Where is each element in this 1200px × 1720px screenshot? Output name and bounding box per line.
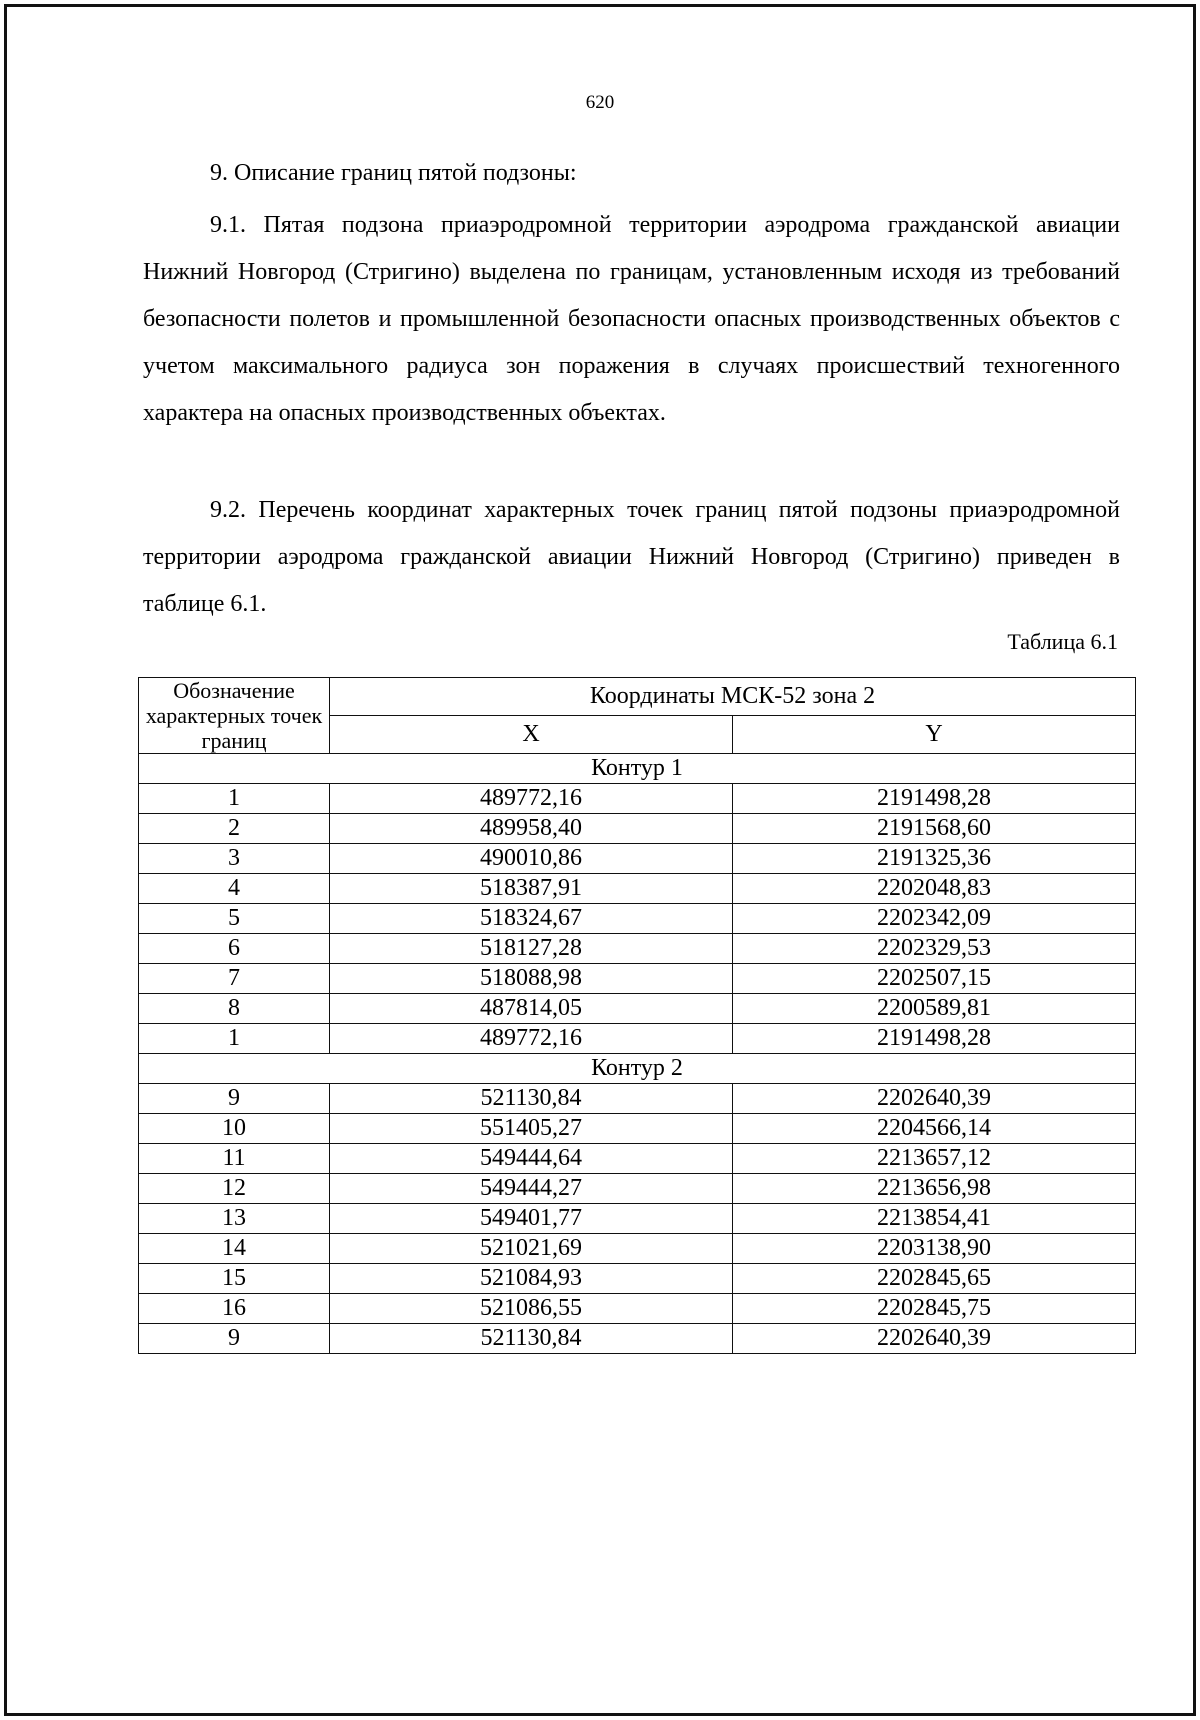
table-row — [139, 844, 1136, 874]
cell-point: 7 — [139, 964, 330, 994]
contour-header-row — [139, 1054, 1136, 1084]
cell-point: 10 — [139, 1114, 330, 1144]
cell-point: 9 — [139, 1324, 330, 1354]
cell-point: 13 — [139, 1204, 330, 1234]
cell-x: 521130,84 — [330, 1084, 733, 1114]
table-row — [139, 874, 1136, 904]
cell-point: 16 — [139, 1294, 330, 1324]
cell-y: 2200589,81 — [733, 994, 1136, 1024]
table-row — [139, 994, 1136, 1024]
cell-x: 489772,16 — [330, 784, 733, 814]
section-heading: 9. Описание границ пятой подзоны: — [210, 160, 577, 186]
cell-point: 9 — [139, 1084, 330, 1114]
header-coordinates: Координаты МСК-52 зона 2 — [330, 678, 1136, 716]
header-point-designation: Обозначение характерных точек границ — [139, 678, 330, 754]
cell-x: 518088,98 — [330, 964, 733, 994]
contour-title: Контур 2 — [139, 1054, 1136, 1084]
contour-title: Контур 1 — [139, 754, 1136, 784]
table-row — [139, 964, 1136, 994]
cell-x: 489772,16 — [330, 1024, 733, 1054]
header-y: Y — [733, 716, 1136, 754]
table-row — [139, 784, 1136, 814]
table-row — [139, 1234, 1136, 1264]
cell-point: 6 — [139, 934, 330, 964]
cell-x: 518387,91 — [330, 874, 733, 904]
cell-x: 549444,27 — [330, 1174, 733, 1204]
cell-y: 2202329,53 — [733, 934, 1136, 964]
table-row — [139, 1324, 1136, 1354]
cell-point: 14 — [139, 1234, 330, 1264]
table-header-row — [139, 678, 1136, 716]
cell-y: 2191498,28 — [733, 1024, 1136, 1054]
cell-y: 2203138,90 — [733, 1234, 1136, 1264]
table-row — [139, 1264, 1136, 1294]
cell-point: 12 — [139, 1174, 330, 1204]
cell-y: 2191325,36 — [733, 844, 1136, 874]
cell-x: 551405,27 — [330, 1114, 733, 1144]
cell-y: 2213854,41 — [733, 1204, 1136, 1234]
coordinates-table — [138, 677, 1136, 1354]
cell-x: 487814,05 — [330, 994, 733, 1024]
cell-x: 521084,93 — [330, 1264, 733, 1294]
cell-point: 1 — [139, 1024, 330, 1054]
cell-point: 15 — [139, 1264, 330, 1294]
contour-header-row — [139, 754, 1136, 784]
paragraph-9-1: 9.1. Пятая подзона приаэродромной территории аэродрома гражданской авиации Нижний Новгород (Стригино) выделена по границам, установленным исходя из требований безопасности полетов и промышленной безопасности опасных производственных объектов с учетом максимального радиуса зон поражения в случаях происшествий техногенного характера на опасных производственных объектах. — [143, 212, 1120, 426]
table-row — [139, 1294, 1136, 1324]
table-row — [139, 904, 1136, 934]
header-x: X — [330, 716, 733, 754]
cell-x: 518127,28 — [330, 934, 733, 964]
cell-x: 549444,64 — [330, 1144, 733, 1174]
cell-y: 2191568,60 — [733, 814, 1136, 844]
cell-y: 2202048,83 — [733, 874, 1136, 904]
cell-y: 2202507,15 — [733, 964, 1136, 994]
cell-x: 521021,69 — [330, 1234, 733, 1264]
table-row — [139, 1144, 1136, 1174]
table-body — [139, 754, 1136, 1354]
cell-point: 2 — [139, 814, 330, 844]
cell-x: 549401,77 — [330, 1204, 733, 1234]
table-row — [139, 1024, 1136, 1054]
cell-y: 2202845,65 — [733, 1264, 1136, 1294]
table-row — [139, 1204, 1136, 1234]
cell-y: 2213657,12 — [733, 1144, 1136, 1174]
cell-point: 11 — [139, 1144, 330, 1174]
cell-point: 1 — [139, 784, 330, 814]
cell-x: 521130,84 — [330, 1324, 733, 1354]
table-caption: Таблица 6.1 — [1007, 629, 1118, 654]
cell-x: 518324,67 — [330, 904, 733, 934]
table-row — [139, 1114, 1136, 1144]
page-number: 620 — [585, 92, 615, 113]
paragraph-9-2: 9.2. Перечень координат характерных точек границ пятой подзоны приаэродромной территории аэродрома гражданской авиации Нижний Новгород (Стригино) приведен в таблице 6.1. — [143, 497, 1120, 617]
table-row — [139, 1174, 1136, 1204]
cell-y: 2202640,39 — [733, 1324, 1136, 1354]
cell-y: 2191498,28 — [733, 784, 1136, 814]
cell-point: 5 — [139, 904, 330, 934]
table-row — [139, 934, 1136, 964]
cell-y: 2213656,98 — [733, 1174, 1136, 1204]
cell-x: 521086,55 — [330, 1294, 733, 1324]
cell-point: 3 — [139, 844, 330, 874]
table-row — [139, 1084, 1136, 1114]
cell-x: 490010,86 — [330, 844, 733, 874]
cell-y: 2202342,09 — [733, 904, 1136, 934]
cell-x: 489958,40 — [330, 814, 733, 844]
table-row — [139, 814, 1136, 844]
cell-y: 2202845,75 — [733, 1294, 1136, 1324]
cell-point: 4 — [139, 874, 330, 904]
cell-y: 2204566,14 — [733, 1114, 1136, 1144]
cell-y: 2202640,39 — [733, 1084, 1136, 1114]
cell-point: 8 — [139, 994, 330, 1024]
